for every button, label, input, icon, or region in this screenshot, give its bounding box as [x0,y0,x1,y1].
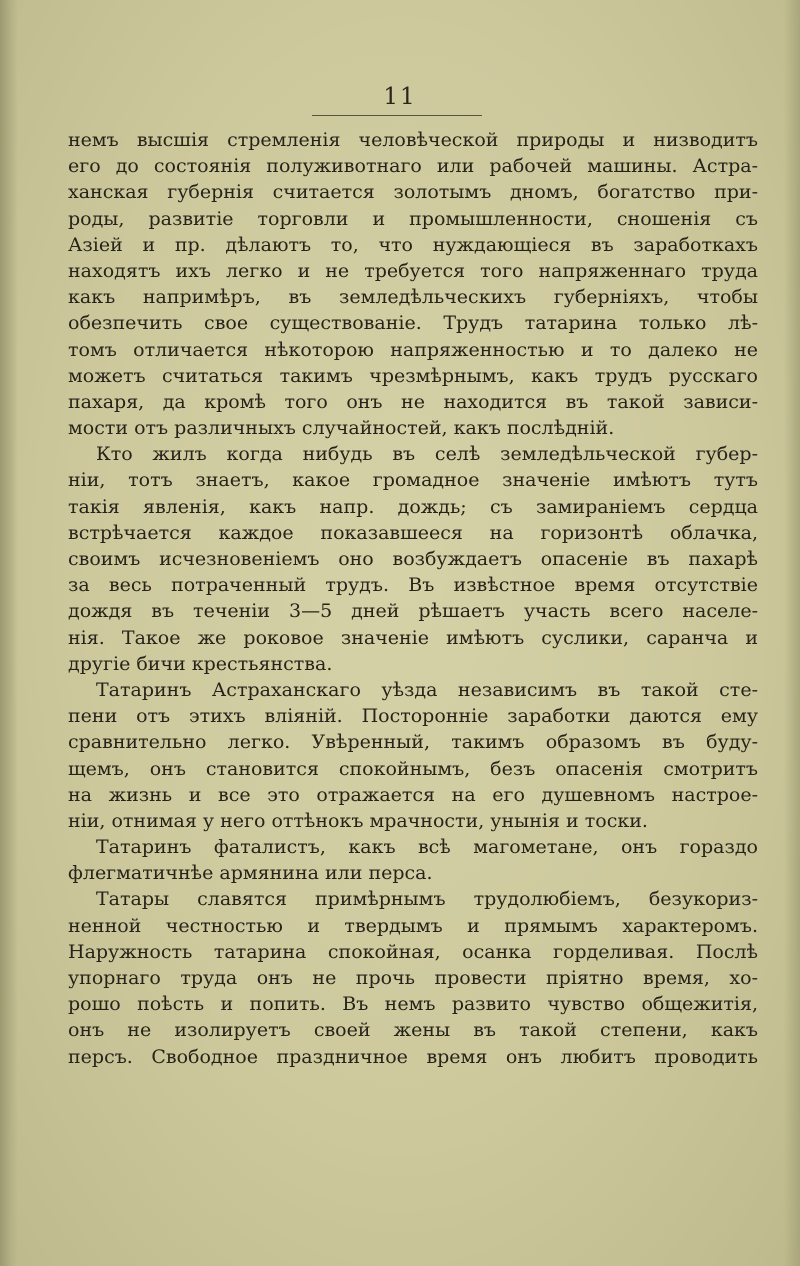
text-line: какъ напримѣръ, въ земледѣльческихъ губерніяхъ, чтобы [68,286,758,309]
paragraph-start-line: Татаринъ Астраханскаго уѣзда независимъ въ такой сте- [96,678,758,701]
text-line: онъ не изолируетъ своей жены въ такой степени, какъ [68,1019,758,1042]
text-line: на жизнь и все это отражается на его душевномъ настрое- [68,783,758,806]
text-line: ханская губернія считается золотымъ дномъ, богатство при- [68,181,758,204]
paragraph-start-line: Татары славятся примѣрнымъ трудолюбіемъ, безукориз- [96,888,758,911]
paragraph-start-line: Татаринъ фаталистъ, какъ всѣ магометане, онъ гораздо [96,836,758,859]
text-line: за весь потраченный трудъ. Въ извѣстное время отсутствіе [68,574,758,597]
page-number: 11 [383,84,417,110]
text-line: находятъ ихъ легко и не требуется того напряженнаго труда [68,259,758,282]
paragraph-end-line: другіе бичи крестьянства. [68,652,333,675]
text-line: рошо поѣсть и попить. Въ немъ развито чувство общежитія, [68,993,758,1016]
text-line: пени отъ этихъ вліяній. Посторонніе заработки даются ему [68,705,758,728]
text-line: нія. Такое же роковое значеніе имѣютъ суслики, саранча и [68,626,758,649]
text-line: роды, развитіе торговли и промышленности, сношенія съ [68,207,758,230]
text-line: упорнаго труда онъ не прочь провести пріятно время, хо- [68,967,758,989]
text-line: можетъ считаться такимъ чрезмѣрнымъ, какъ трудъ русскаго [68,364,758,387]
text-line: дождя въ теченіи 3—5 дней рѣшаетъ участь всего населе- [68,600,758,623]
text-line: пахаря, да кромѣ того онъ не находится въ такой зависи- [68,390,758,413]
page-edge-shadow-right [784,0,800,1266]
text-line: ненной честностью и твердымъ и прямымъ характеромъ. [68,914,758,937]
paragraph-end-line: флегматичнѣе армянина или перса. [68,862,433,885]
text-line: сравнительно легко. Увѣренный, такимъ образомъ въ буду- [68,731,758,754]
text-line: немъ высшія стремленія человѣческой природы и низводитъ [68,129,758,151]
text-line: щемъ, онъ становится спокойнымъ, безъ опасенія смотритъ [68,757,758,780]
text-line: ніи, тотъ знаетъ, какое громадное значеніе имѣютъ тутъ [68,469,758,492]
paragraph-end-line: ніи, отнимая у него оттѣнокъ мрачности, унынія и тоски. [68,809,648,832]
text-line: встрѣчается каждое показавшееся на горизонтѣ облачка, [68,521,758,544]
body-text [68,127,758,1070]
text-line: такія явленія, какъ напр. дождь; съ замираніемъ сердца [68,495,758,518]
text-line: его до состоянія полуживотнаго или рабочей машины. Астра- [68,155,758,178]
text-line: Наружность татарина спокойная, осанка горделивая. Послѣ [68,940,758,963]
paragraph-end-line: мости отъ различныхъ случайностей, какъ послѣдній. [68,417,615,440]
text-line: Азіей и пр. дѣлаютъ то, что нуждающіеся въ заработкахъ [68,233,758,256]
text-line: персъ. Свободное праздничное время онъ любитъ проводить [68,1045,758,1068]
page-edge-shadow-left [0,0,18,1266]
header-rule [312,115,482,116]
text-line: обезпечить свое существованіе. Трудъ татарина только лѣ- [68,312,758,335]
text-line: своимъ исчезновеніемъ оно возбуждаетъ опасеніе въ пахарѣ [68,548,758,570]
text-line: томъ отличается нѣкоторою напряженностью и то далеко не [68,338,758,361]
paragraph-start-line: Кто жилъ когда нибудь въ селѣ земледѣльческой губер- [96,443,758,466]
